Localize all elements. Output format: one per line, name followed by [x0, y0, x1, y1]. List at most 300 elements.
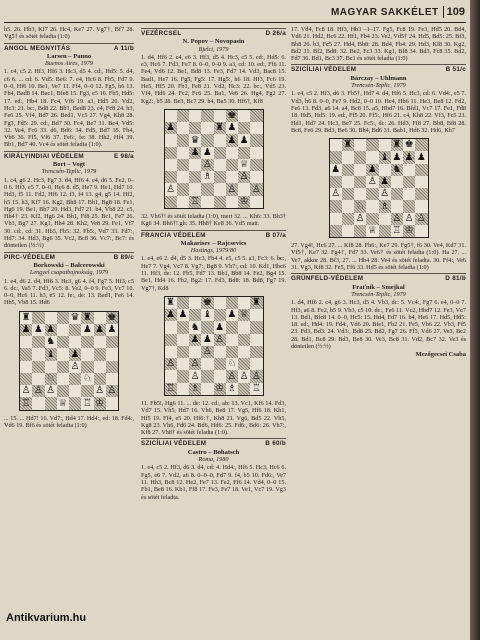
column-middle	[141, 26, 286, 501]
board-square	[391, 188, 403, 200]
board-square	[391, 151, 403, 163]
board-square	[250, 346, 262, 358]
chess-piece-icon: ♔	[404, 225, 414, 237]
board-square	[189, 122, 201, 134]
game-event: Bjelci, 1979	[198, 45, 229, 53]
board-square	[226, 171, 238, 183]
board-square	[69, 361, 81, 373]
board-square	[45, 361, 57, 373]
watermark-logo: Antikvarium.hu	[6, 612, 87, 624]
header-title: MAGYAR SAKKÉLET	[330, 6, 439, 18]
board-square	[330, 164, 342, 176]
board-square	[379, 225, 391, 237]
board-square	[94, 397, 106, 409]
board-square	[106, 397, 118, 409]
chess-piece-icon: ♙	[251, 370, 261, 382]
chess-piece-icon: ♖	[82, 397, 92, 409]
chess-piece-icon: ♞	[392, 163, 402, 175]
chess-piece-icon: ♚	[107, 311, 117, 323]
board-square	[20, 312, 32, 324]
chess-piece-icon: ♙	[70, 360, 80, 372]
board-square	[214, 159, 226, 171]
board-square	[391, 200, 403, 212]
board-square	[379, 188, 391, 200]
board-square	[165, 171, 177, 183]
board-square	[214, 334, 226, 346]
eco-code: B 51/c	[445, 66, 466, 74]
game-players: N. Popov – Novopasin	[182, 38, 245, 46]
chess-piece-icon: ♙	[367, 176, 377, 188]
game-players: Larsen – Panno	[46, 52, 92, 60]
board-square	[366, 200, 378, 212]
board-square	[366, 176, 378, 188]
board-square	[165, 334, 177, 346]
board-square	[342, 139, 354, 151]
board-square	[45, 348, 57, 360]
chess-piece-icon: ♟	[107, 324, 117, 336]
board-square	[226, 383, 238, 395]
board-square	[366, 225, 378, 237]
board-square	[238, 383, 250, 395]
eco-code: D 26/a	[265, 30, 286, 37]
chess-piece-icon: ♛	[70, 311, 80, 323]
board-square	[214, 358, 226, 370]
chess-piece-icon: ♙	[46, 385, 56, 397]
chess-piece-icon: ♙	[107, 385, 117, 397]
chess-piece-icon: ♛	[190, 134, 200, 146]
chess-piece-icon: ♚	[202, 297, 212, 309]
board-square	[20, 373, 32, 385]
board-square	[69, 385, 81, 397]
board-square	[250, 321, 262, 333]
board-square	[165, 346, 177, 358]
board-square	[238, 370, 250, 382]
board-square	[354, 225, 366, 237]
board-square	[94, 336, 106, 348]
board-square	[250, 370, 262, 382]
board-square	[81, 324, 93, 336]
chess-piece-icon: ♜	[166, 297, 176, 309]
board-square	[106, 312, 118, 324]
opening-name: ANGOL MEGNYITÁS	[4, 44, 71, 52]
board-square	[189, 309, 201, 321]
board-square	[165, 383, 177, 395]
board-square	[189, 370, 201, 382]
board-square	[57, 361, 69, 373]
chess-piece-icon: ♟	[404, 151, 414, 163]
board-square	[189, 196, 201, 208]
chess-piece-icon: ♙	[251, 183, 261, 195]
chess-piece-icon: ♚	[227, 110, 237, 122]
board-square	[177, 171, 189, 183]
section-heading	[291, 273, 466, 282]
game-moves: 1. d4, Hf6 2. c4, e6 3. Hf3, d5 4. Hc3, c5 5. cd:, Hd5: 6. e3, Hc6 7. Fd3, Fe7 8. 0–0, 0–0 9. a3, cd: 10. ed:, Ff6 11. Fe4, Vd6 12. Be1, Bd8 13. Fe3, Fd7 14. Vd3, Bac8 15. Bad1, He7 16. Fg5, Fg5: 17. Hg5:, h6 18. Hf3, Fc6 19. He5, Hf5 20. Fb1, Fe8 21. Vd2, Hc3: 22. bc:, Vd5 23. Vf4, Hd6 24. Fc2, Fc6 25. Ba1, Ve6 26. Hg4, Fg2 27. Kg2:, b5 28. Be3, Bc7 29. h4, Ba5 30. Hf6†, Kf8	[141, 53, 286, 105]
board-square	[69, 312, 81, 324]
board-square	[165, 196, 177, 208]
board-square	[177, 309, 189, 321]
board-square	[94, 348, 106, 360]
board-square	[106, 324, 118, 336]
board-square	[214, 370, 226, 382]
board-square	[165, 370, 177, 382]
board-square	[214, 321, 226, 333]
board-square	[165, 159, 177, 171]
board-square	[57, 348, 69, 360]
game-moves: ... 15. ... Hd7! 16. Vd7:, Hd4 17. Hd4:, ed: 18. Fd4:, Vd6 19. Bf6 és sötét feladta (1:0)	[4, 414, 134, 429]
game-players: Bárczay – Uhlmann	[350, 74, 407, 82]
board-square	[226, 309, 238, 321]
board-square	[391, 213, 403, 225]
board-square	[201, 309, 213, 321]
opening-name: KIRÁLYINDIAI VÉDELEM	[4, 152, 84, 160]
board-square	[177, 159, 189, 171]
chess-piece-icon: ♚	[404, 139, 414, 151]
chess-piece-icon: ♕	[239, 159, 249, 171]
board-square	[201, 196, 213, 208]
chess-piece-icon: ♟	[21, 324, 31, 336]
board-square	[226, 122, 238, 134]
chess-piece-icon: ♖	[392, 225, 402, 237]
chess-piece-icon: ♘	[82, 373, 92, 385]
board-square	[45, 336, 57, 348]
board-square	[250, 134, 262, 146]
game-moves: 27. Vg4!, Hc6 27. ... Kf8 28. Fh6:, Ke7 29. Fg5†, f6 30. Ve4, Kd7 31. Vf5†, Ke7 32. Fg4†, Fd7 33. Ve6† és sötét feladta (1:0). Ha 27. ... Ve7, akkor 28. Bf3, 27. ... Hb4 28. Ve4 és sötét feladta. 30. Ff4:, Ve6 31. Vg3, Kf8 32. Fe5, Ff6 33. Hd5 és sötét feladta (1:0)	[291, 242, 466, 272]
board-square	[226, 110, 238, 122]
chess-piece-icon: ♟	[331, 163, 341, 175]
board-square	[106, 336, 118, 348]
chess-piece-icon: ♙	[95, 385, 105, 397]
board-square	[238, 334, 250, 346]
board-square	[379, 151, 391, 163]
game-moves: 1. e4, c5 2. Hf3, d6 3. d4, cd: 4. Hd4:, Hf6 5. Hc3, Hc6 6. Fg5, e6 7. Vd2, a6 8. 0–0–0, Fd7 9. f4, b5 10. Fd6:, Ve7 11. Hh3, Bc8 12. He2, Fe7 13. Fe2, Ff6 14. Vd4, 0–0 15. Fb1, Be8 16. Kb1, Ff8 17. Fe3, Fe7 18. Ve1, Vc7 19. Vg3 és sötét feladta.	[141, 464, 286, 501]
chess-piece-icon: ♙	[404, 212, 414, 224]
board-square	[391, 139, 403, 151]
board-square	[45, 397, 57, 409]
chess-piece-icon: ♘	[227, 358, 237, 370]
board-square	[415, 164, 427, 176]
chess-piece-icon: ♟	[82, 324, 92, 336]
board-square	[415, 200, 427, 212]
chess-piece-icon: ♙	[166, 183, 176, 195]
board-square	[403, 176, 415, 188]
board-square	[342, 213, 354, 225]
board-square	[32, 397, 44, 409]
board-square	[238, 358, 250, 370]
board-square	[177, 346, 189, 358]
board-square	[20, 336, 32, 348]
board-square	[403, 139, 415, 151]
chess-piece-icon: ♟	[367, 163, 377, 175]
board-square	[415, 225, 427, 237]
game-moves: 1. c4, c5 2. Hf3, Hf6 3. Hc3, d5 4. cd:, Hd5: 5. d4, c6 6. ... cd: 6. Vd5: Be6: 7. e4, Hc6 8. Fb5, Fd7 9. 0–0, Hf6 10. Be1, Ve7 11. Ff4, 0–0 12. Fg5, h6 13. Fh4, Bad8 14. Bac1, Bfe8 15. Fg3, e5 16. Fb5, Hd5: 17. ed:, Hb4 18. Fc4, Vf6 19. a3, Hd5 20. Vd2, Hc3: 21. bc:, Bd8 22. Bb1, Bed8 23. c4, Fc8 24. h3, Fe6 25. Vf4, Bd7 26. Bed1, Vc5 27. Vg4, Kh8 28. Fg3, Fd5: 29. cd:, Bd7 30. Fc4, Be7 31. Be4, Vd5: 32. Ve4, Fc6 33. d6, Bd6: 34. Fd5, Bd7 35. Fh4, Vb6 36. Ff5, Vf6 37. Fe6:, fe: 38. Hh2, Hf4 39. Bb1, Bd7 40. Vc4 és sötét feladta (1:0).	[4, 68, 134, 149]
chess-piece-icon: ♟	[392, 151, 402, 163]
column-right	[291, 26, 466, 359]
board-square	[238, 159, 250, 171]
game-players: Fraťnik – Smejkal	[352, 283, 405, 291]
game-event: Roma, 1980	[198, 456, 229, 464]
board-square	[57, 324, 69, 336]
board-square	[415, 176, 427, 188]
board-square	[189, 171, 201, 183]
board-square	[32, 361, 44, 373]
board-square	[32, 336, 44, 348]
board-square	[201, 147, 213, 159]
board-square	[189, 334, 201, 346]
chess-piece-icon: ♙	[166, 358, 176, 370]
board-square	[415, 151, 427, 163]
chess-piece-icon: ♙	[190, 370, 200, 382]
board-square	[366, 188, 378, 200]
board-square	[415, 213, 427, 225]
chess-piece-icon: ♙	[215, 333, 225, 345]
chess-piece-icon: ♜	[251, 297, 261, 309]
chess-piece-icon: ♟	[46, 324, 56, 336]
eco-code: B 60/b	[265, 440, 286, 448]
board-square	[354, 176, 366, 188]
board-square	[201, 134, 213, 146]
board-square	[226, 346, 238, 358]
board-square	[238, 321, 250, 333]
board-square	[20, 385, 32, 397]
board-square	[94, 312, 106, 324]
chess-piece-icon: ♟	[239, 134, 249, 146]
board-square	[403, 188, 415, 200]
board-square	[238, 196, 250, 208]
board-square	[201, 183, 213, 195]
chess-piece-icon: ♙	[202, 346, 212, 358]
board-square	[403, 164, 415, 176]
board-square	[214, 297, 226, 309]
eco-code: B 07/a	[265, 231, 286, 239]
chess-piece-icon: ♙	[416, 212, 426, 224]
board-square	[214, 346, 226, 358]
board-square	[189, 134, 201, 146]
board-square	[189, 297, 201, 309]
board-square	[45, 385, 57, 397]
eco-code: B 89/c	[113, 253, 134, 261]
board-square	[201, 110, 213, 122]
board-square	[354, 213, 366, 225]
chess-piece-icon: ♟	[215, 321, 225, 333]
board-square	[238, 171, 250, 183]
board-square	[226, 334, 238, 346]
chess-piece-icon: ♟	[178, 309, 188, 321]
board-square	[201, 334, 213, 346]
board-square	[226, 358, 238, 370]
board-square	[354, 200, 366, 212]
board-square	[330, 213, 342, 225]
board-square	[250, 171, 262, 183]
board-square	[81, 361, 93, 373]
board-square	[379, 139, 391, 151]
game-moves: h5. 26. Hb3, Kf7 26. Hc4, Ke7 27. Vg7†, Bf7 28. Vg5† és sötét feladta (1:0)	[4, 26, 134, 41]
board-square	[403, 225, 415, 237]
board-square	[57, 397, 69, 409]
game-players: Borkowski – Bałcerowski	[33, 261, 105, 269]
board-square	[354, 151, 366, 163]
board-square	[189, 358, 201, 370]
board-square	[342, 164, 354, 176]
eco-code: A 11/b	[113, 44, 134, 52]
game-moves: 1. c4, g6 2. Hc3, Fg7 3. d4, Hf6 4. e4, d6 5. Fe2, 0–0 6. Hf3, e5 7. 0–0, Hc6 8. d5, He7 9. He1, Hd7 10. Hd3, f5 11. Fd2, Hf6 12. f3, f4 13. g4, g5 14. Hf2, h5 15. h3, Kf7 16. Kg2, Bh8 17. Bh1, Bg8 18. Fe1, Hg6 19. Be1, Bh7 20. Hd3, Fd7 21. b4, Vb8 22. c5, Hh4† 23. Kf2, Hg6 24. Bh1, Ff8 25. Bc1, Fe7 26. Vb3, Bg7 27. Kg1, Hh4 28. Kh2, Ve8 29. Fe1, Vf7 30. cd:, cd: 31. Hb5, Fb5: 32. Fb5:, Vd7 33. Fd7:, Hd7: 34. Hd3, Bg6 35. Vc2, Bc8 36. Vc7:, Bc7: és döntetlen (½:½)	[4, 176, 134, 250]
board-square	[106, 385, 118, 397]
section-heading	[141, 28, 286, 37]
board-square	[165, 358, 177, 370]
board-square	[32, 312, 44, 324]
board-square	[342, 176, 354, 188]
board-square	[106, 373, 118, 385]
board-square	[201, 159, 213, 171]
chess-piece-icon: ♙	[202, 159, 212, 171]
board-square	[94, 361, 106, 373]
board-square	[81, 385, 93, 397]
book-binding	[470, 0, 480, 640]
chess-piece-icon: ♟	[380, 176, 390, 188]
board-square	[226, 134, 238, 146]
eco-code: D 81/b	[445, 275, 466, 283]
board-square	[391, 225, 403, 237]
chess-piece-icon: ♜	[392, 139, 402, 151]
game-event: Trencsén-Teplic, 1979	[351, 82, 406, 90]
board-square	[403, 213, 415, 225]
board-square	[238, 122, 250, 134]
opening-name: SZICÍLIAI VÉDELEM	[141, 440, 207, 448]
chess-diagram	[164, 109, 264, 209]
board-square	[45, 324, 57, 336]
board-square	[69, 397, 81, 409]
board-square	[201, 370, 213, 382]
chess-piece-icon: ♗	[380, 200, 390, 212]
board-square	[201, 346, 213, 358]
board-square	[214, 196, 226, 208]
chess-piece-icon: ♜	[215, 122, 225, 134]
board-square	[94, 385, 106, 397]
board-square	[330, 188, 342, 200]
opening-name: FRANCIA VÉDELEM	[141, 231, 206, 239]
board-square	[201, 297, 213, 309]
chess-piece-icon: ♙	[227, 183, 237, 195]
board-square	[57, 336, 69, 348]
board-square	[189, 147, 201, 159]
board-square	[57, 385, 69, 397]
chess-piece-icon: ♕	[58, 397, 68, 409]
game-moves: 32. Vh6†! és sötét feladta (1:0), mert 32. ... Kh6: 33. Bh3† Kg6 34. Bh6†! gh: 35. Hh8† Ke8 36. Vd5 matt.	[141, 212, 286, 228]
chess-piece-icon: ♟	[202, 146, 212, 158]
board-square	[366, 151, 378, 163]
chess-piece-icon: ♔	[215, 382, 225, 394]
board-square	[250, 196, 262, 208]
chess-piece-icon: ♝	[46, 348, 56, 360]
game-moves: 1. d4, Hf6 2. c4, g6 3. Hc3, d5 4. Vb3, dc: 5. Vc4:, Fg7 6. e4, 0–0 7. Hf3, a6 8. Fe2, b5 9. Vb3, c5 10. dc:, Fe6 11. Vc2, Hbd7 12. Fe3, Vc7 13. Bd1, Bfc8 14. 0–0, Hc5: 15. Hd4, Fd7 16. b4, He6 17. Hd5, Hd5: 18. ed:, Hd4: 19. Fd4:, Vd6 20. Bfe1, Fb2 21. Fe5, Vb6 22. Vb3, Ff5 23. Fd3, Bd3: 24. Vd3:, Bd8 25. Bd2, Fg7 26. Ff3, Vd6 27. Ve3, Bc2 28. Bd1, Bc8 29. Bd3, Be8 30. Ve3, Bc8 31. Vd2, Bc7 32. Ve3 és döntetlen (½:½)	[291, 299, 466, 351]
chess-piece-icon: ♜	[21, 311, 31, 323]
board-square	[189, 183, 201, 195]
board-square	[177, 147, 189, 159]
board-square	[250, 358, 262, 370]
chess-piece-icon: ♞	[46, 336, 56, 348]
board-square	[165, 134, 177, 146]
board-square	[214, 183, 226, 195]
board-square	[45, 312, 57, 324]
chess-piece-icon: ♙	[355, 212, 365, 224]
board-square	[81, 336, 93, 348]
board-square	[342, 225, 354, 237]
chess-piece-icon: ♔	[95, 397, 105, 409]
chess-piece-icon: ♝	[380, 151, 390, 163]
board-square	[165, 183, 177, 195]
board-square	[250, 383, 262, 395]
board-square	[106, 361, 118, 373]
board-square	[250, 309, 262, 321]
board-square	[177, 196, 189, 208]
board-square	[391, 164, 403, 176]
board-square	[330, 151, 342, 163]
board-square	[238, 134, 250, 146]
board-square	[201, 383, 213, 395]
board-square	[20, 324, 32, 336]
board-square	[177, 334, 189, 346]
board-square	[165, 110, 177, 122]
chess-piece-icon: ♙	[33, 385, 43, 397]
board-square	[177, 358, 189, 370]
board-square	[189, 346, 201, 358]
opening-name: GRÜNFELD-VÉDELEM	[291, 275, 364, 283]
board-square	[189, 383, 201, 395]
board-square	[32, 324, 44, 336]
board-square	[366, 213, 378, 225]
header-divider	[443, 6, 444, 18]
game-moves: 1. e4, d6 2. d4, Hf6 3. Hc3, g6 4. f4, Fg7 5. Hf3, c5 6. dc:, Va5 7. Fd3, Vc5: 8. Ve2, 0–0 9. Fe3, Vc7 10. 0–0, Hc6 11. h3, e5 12. fe:, de: 13. Bad1, Fe6 14. Hb5, Vb8 15. Hd6	[4, 277, 134, 307]
column-left	[4, 26, 134, 429]
chess-piece-icon: ♟	[190, 146, 200, 158]
game-event: Lengyel csapatbajnokság, 1979	[29, 269, 109, 277]
board-square	[403, 200, 415, 212]
board-square	[106, 348, 118, 360]
game-players: Makarisev – Rajcsevics	[180, 239, 247, 247]
chess-piece-icon: ♟	[95, 324, 105, 336]
board-square	[330, 200, 342, 212]
board-square	[177, 370, 189, 382]
board-square	[20, 361, 32, 373]
chess-piece-icon: ♘	[46, 373, 56, 385]
board-square	[32, 348, 44, 360]
board-square	[177, 297, 189, 309]
board-square	[403, 151, 415, 163]
chess-piece-icon: ♟	[227, 134, 237, 146]
board-square	[354, 139, 366, 151]
chess-piece-icon: ♘	[355, 200, 365, 212]
board-square	[214, 383, 226, 395]
chess-piece-icon: ♟	[416, 151, 426, 163]
chess-piece-icon: ♟	[166, 309, 176, 321]
chess-piece-icon: ♟	[227, 122, 237, 134]
board-square	[226, 196, 238, 208]
game-moves: 1. e4, e6 2. d4, d5 3. Hc3, Fb4 4. e5, c5 5. a3, Fc3: 6. bc:, He7 7. Vg4, Vc7 8. Vg7:, Bg8 9. Vh7:, cd: 10. Kd1, Hbc6 11. Hf3, de: 12. Fb5, Fd7 13. Bb1, Bb8 14. Fe2, Bg4 15. Be1, Hd4 16. Fb2, Bg2: 17. Fd3, Bd8: 18. Bd8, Fg7 19. Vg7†, Kd8	[141, 255, 286, 292]
chess-piece-icon: ♗	[227, 382, 237, 394]
game-moves: 1. e4, c5 2. Hf3, d6 3. Fb5†, Hd7 4. d4, Hf6 5. Hc3, cd: 6. Vd4:, e5 7. Vd3, h6 8. 0–0, Fe7 9. Hd2, 0–0 10. Hc4, Hb6 11. He3, Be8 12. Fd2, Fe6 13. Fd3, a6 14. a4, Bc8 15. a5, Hbd7 16. Bfd1, Vc7 17. Fe1, Fd8 18. Hd5, Hd5: 19. ed:, Ff5 20. Ff5:, Hf6 21. c4, Kh8 22. Vf3, Fc5 23. Hd1, Hd7 24. Hc3, Be7 25. Fc5:, dc: 26. Hd3, Ff8 27. Bb8, Bf8 28. Bc8, Fe6 29. Bd3, Be6 30. Bh4, Bd6 31. Bab1, Hd6 32. Hd6, Kh7	[291, 90, 466, 134]
board-square	[379, 164, 391, 176]
board-square	[238, 147, 250, 159]
board-square	[189, 321, 201, 333]
board-square	[379, 176, 391, 188]
section-heading	[4, 252, 134, 261]
board-square	[69, 324, 81, 336]
chess-piece-icon: ♟	[70, 348, 80, 360]
board-square	[81, 373, 93, 385]
board-square	[57, 373, 69, 385]
board-square	[238, 309, 250, 321]
board-square	[214, 309, 226, 321]
board-square	[69, 373, 81, 385]
